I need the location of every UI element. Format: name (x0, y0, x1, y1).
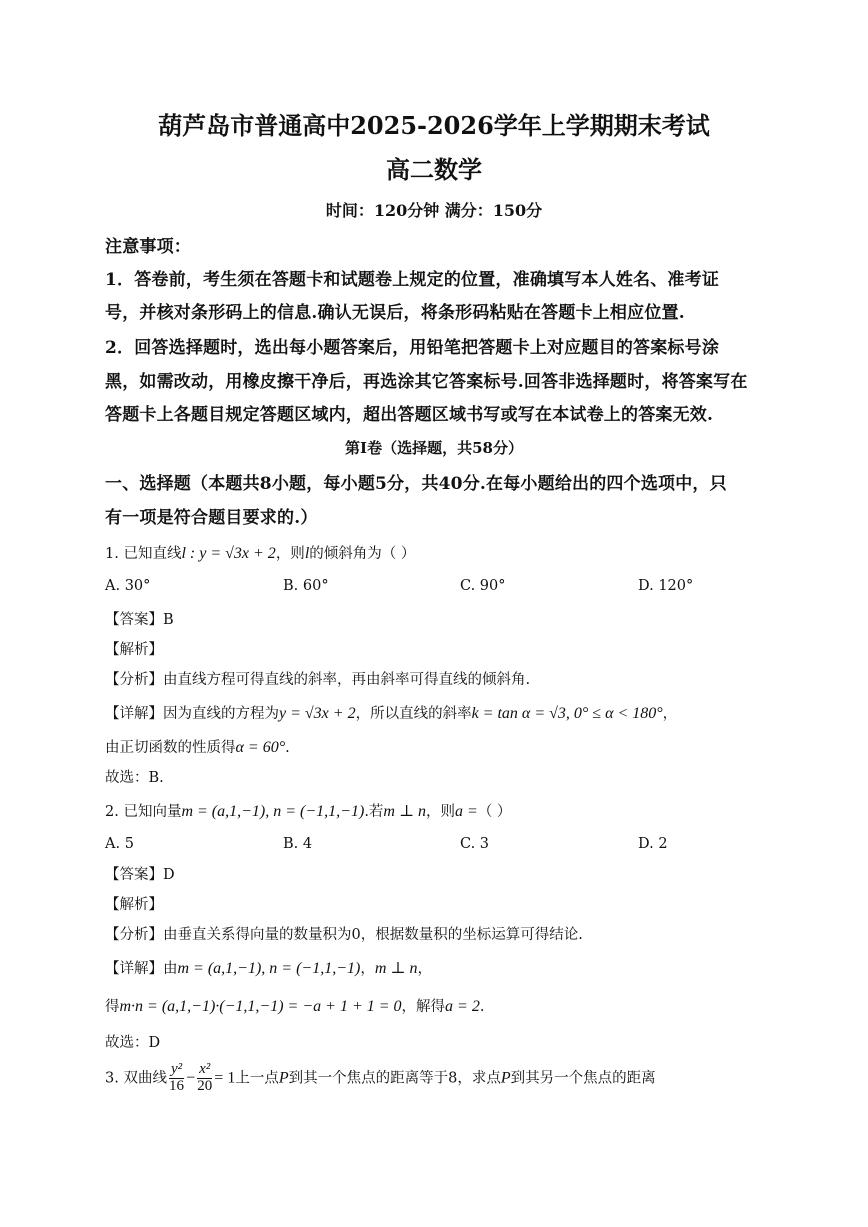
q2-detail-prefix: 【详解】由 (105, 961, 178, 977)
q2-option-b: B. 4 (283, 836, 313, 852)
q2-detail2-prefix: 得 (105, 999, 120, 1015)
exam-title: 葫芦岛市普通高中2025-2026学年上学期期末考试 (158, 111, 710, 140)
notice-item1-line2: 号，并核对条形码上的信息.确认无误后，将条形码粘贴在答题卡上相应位置. (105, 303, 685, 323)
q1-detail2 (105, 736, 290, 757)
q2-detail2-formula: m·n = (a,1,−1)·(−1,1,−1) = −a + 1 + 1 = 0 (119, 998, 402, 1015)
q1-option-a: A. 30° (105, 578, 151, 594)
q3-prefix: 3. 双曲线 (105, 1070, 167, 1087)
q1-detail-formula: y = √3x + 2 (279, 705, 356, 722)
q2-prefix: 2. 已知向量 (105, 804, 182, 820)
q2-detail2 (105, 995, 484, 1016)
section1-line1: 一、选择题（本题共8小题，每小题5分，共40分.在每小题给出的四个选项中，只 (105, 474, 727, 494)
q3-frac2-den: 20 (197, 1077, 213, 1094)
q2-option-d: D. 2 (638, 836, 668, 852)
q1-detail (105, 702, 677, 723)
q3-text2: 到其一个焦点的距离等于8，求点 (288, 1070, 501, 1087)
q1-suffix: 的倾斜角为（ ） (309, 546, 416, 562)
q2-analysis: 【解析】 (105, 897, 163, 913)
notice-heading: 注意事项： (105, 237, 191, 257)
q1-analysis: 【解析】 (105, 642, 163, 658)
q1-prefix: 1. 已知直线 (105, 546, 182, 562)
q3-frac1-den: 16 (169, 1077, 185, 1094)
q1-choose: 故选：B. (105, 770, 164, 786)
q3-frac2-num: x² (199, 1061, 211, 1077)
notice-item2-line2: 黑，如需改动，用橡皮擦干净后，再选涂其它答案标号.回答非选择题时，将答案写在 (105, 372, 748, 392)
q1-detail2-prefix: 由正切函数的性质得 (105, 740, 236, 756)
q2-detail-formula2: m ⊥ n (374, 960, 418, 977)
part1-title: 第Ⅰ卷（选择题，共58分） (345, 439, 523, 457)
q3-frac1-num: y² (170, 1061, 183, 1077)
q2-option-a: A. 5 (105, 836, 134, 852)
q2-formula: m = (a,1,−1), n = (−1,1,−1) (181, 803, 365, 820)
q3-eq: = 1 (214, 1069, 236, 1087)
q1-var: l (304, 545, 310, 562)
q2-formula2: m ⊥ n (383, 803, 427, 820)
q3-var-p2: P (500, 1069, 511, 1087)
q2-detail (105, 957, 432, 978)
subject-title: 高二数学 (386, 155, 482, 184)
q2-fenxi: 【分析】由垂直关系得向量的数量积为0，根据数量积的坐标运算可得结论. (105, 927, 583, 943)
q3-fraction-y (169, 1062, 184, 1095)
section1-line2: 有一项是符合题目要求的.） (105, 508, 318, 528)
q1-mid: ，则 (275, 546, 305, 562)
q3-var-p: P (278, 1069, 289, 1087)
question-3 (105, 1062, 656, 1095)
q2-detail2-mid: ，解得 (401, 999, 446, 1015)
q2-answer: 【答案】D (105, 867, 175, 883)
q2-choose: 故选：D (105, 1035, 161, 1051)
question-1 (105, 542, 415, 563)
q1-detail-prefix: 【详解】因为直线的方程为 (105, 706, 279, 722)
q3-text1: 上一点 (235, 1070, 279, 1087)
q1-option-b: B. 60° (283, 578, 329, 594)
q3-minus: − (186, 1069, 196, 1087)
q2-option-c: C. 3 (460, 836, 490, 852)
q1-answer: 【答案】B (105, 612, 174, 628)
q2-detail2-formula2: a = 2 (445, 998, 480, 1015)
notice-item2-line1: 2．回答选择题时，选出每小题答案后，用铅笔把答题卡上对应题目的答案标号涂 (105, 338, 720, 358)
q2-suffix2: （ ） (477, 804, 512, 820)
q2-detail-mid: ， (360, 961, 375, 977)
q2-suffix1: ，则 (426, 804, 456, 820)
notice-item2-line3: 答题卡上各题目规定答题区域内，超出答题区域书写或写在本试卷上的答案无效. (105, 405, 714, 425)
question-2 (105, 800, 511, 821)
time-info: 时间：120分钟 满分：150分 (325, 201, 543, 220)
q2-detail-formula: m = (a,1,−1), n = (−1,1,−1) (177, 960, 361, 977)
q1-option-d: D. 120° (638, 578, 694, 594)
q1-detail2-formula: α = 60° (235, 739, 286, 756)
q1-detail-mid: ，所以直线的斜率 (355, 706, 472, 722)
q1-detail-end: ， (662, 706, 678, 722)
q3-fraction-x (197, 1062, 212, 1095)
q2-detail-end: ， (417, 961, 432, 977)
q2-detail2-end: . (479, 999, 485, 1015)
q2-mid: .若 (364, 804, 384, 820)
notice-item1-line1: 1．答卷前，考生须在答题卡和试题卷上规定的位置，准确填写本人姓名、准考证 (105, 270, 720, 290)
q2-formula3: a = (455, 803, 478, 820)
q1-formula: l : y = √3x + 2 (181, 545, 276, 562)
q1-detail-formula2: k = tan α = √3, 0° ≤ α < 180° (471, 705, 663, 722)
q1-fenxi: 【分析】由直线方程可得直线的斜率，再由斜率可得直线的倾斜角. (105, 672, 531, 688)
q3-text3: 到其另一个焦点的距离 (510, 1070, 656, 1087)
q1-detail2-end: . (285, 740, 290, 756)
q1-option-c: C. 90° (460, 578, 506, 594)
